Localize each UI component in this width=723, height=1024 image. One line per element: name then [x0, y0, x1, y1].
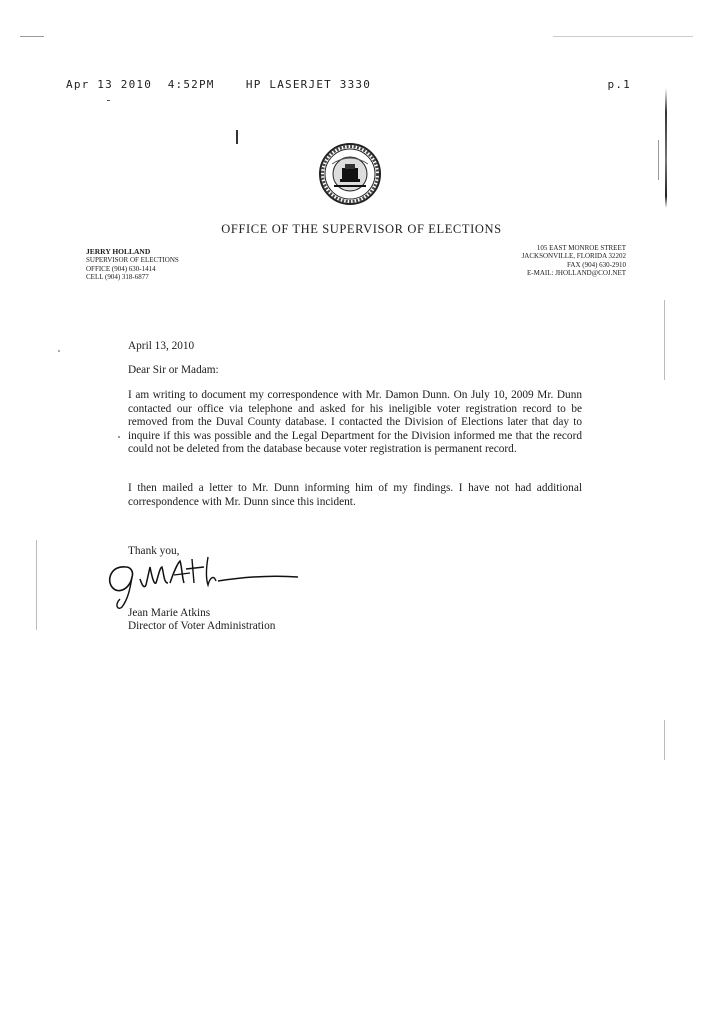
contact-right-line: JACKSONVILLE, FLORIDA 32202	[521, 252, 626, 261]
supervisor-name: JERRY HOLLAND	[86, 247, 151, 256]
scan-speck	[107, 100, 110, 101]
scan-edge-artifact	[664, 300, 665, 380]
signer-name: Jean Marie Atkins	[128, 607, 211, 619]
scan-edge-artifact	[665, 88, 667, 208]
contact-right	[522, 244, 626, 278]
fax-page-number: p.1	[607, 78, 631, 91]
scan-speck	[118, 436, 120, 438]
contact-left	[86, 248, 179, 282]
scan-edge-artifact	[20, 36, 44, 37]
signer-title: Director of Voter Administration	[128, 620, 276, 632]
letter-salutation: Dear Sir or Madam:	[128, 364, 219, 376]
scan-edge-artifact	[553, 36, 693, 37]
scan-edge-artifact	[664, 720, 665, 760]
county-seal-icon	[318, 142, 382, 206]
handwritten-signature-icon	[104, 553, 300, 611]
contact-left-line: CELL (904) 318-6877	[86, 273, 149, 282]
office-title: OFFICE OF THE SUPERVISOR OF ELECTIONS	[221, 222, 502, 236]
contact-right-line: FAX (904) 630-2910	[567, 260, 626, 269]
letter-closing: Thank you,	[128, 545, 180, 557]
scan-edge-artifact	[36, 540, 37, 630]
contact-left-line: SUPERVISOR OF ELECTIONS	[86, 256, 179, 265]
scan-edge-artifact	[658, 140, 659, 180]
contact-right-line: 105 EAST MONROE STREET	[536, 244, 626, 252]
scan-mark	[236, 130, 238, 144]
scan-speck	[58, 350, 60, 352]
fax-header-left: Apr 13 2010 4:52PM HP LASERJET 3330	[66, 78, 372, 91]
letter-paragraph: I then mailed a letter to Mr. Dunn informing him of my findings. I have not had additional correspondence with Mr. Dunn since this incident.	[128, 482, 582, 508]
contact-right-line: E-MAIL: JHOLLAND@COJ.NET	[527, 269, 626, 278]
contact-left-line: OFFICE (904) 630-1414	[86, 264, 156, 273]
letter-date: April 13, 2010	[128, 340, 195, 352]
letter-paragraph: I am writing to document my correspondence with Mr. Damon Dunn. On July 10, 2009 Mr. Dunn contacted our office via telephone and asked for his ineligible voter registration record to be removed from the Duval County database. I contacted the Division of Elections later that day to inquire if this was possible and the Legal Department for the Division informed me that the record could not be deleted from the database because voter registration is permanent record.	[128, 389, 582, 456]
